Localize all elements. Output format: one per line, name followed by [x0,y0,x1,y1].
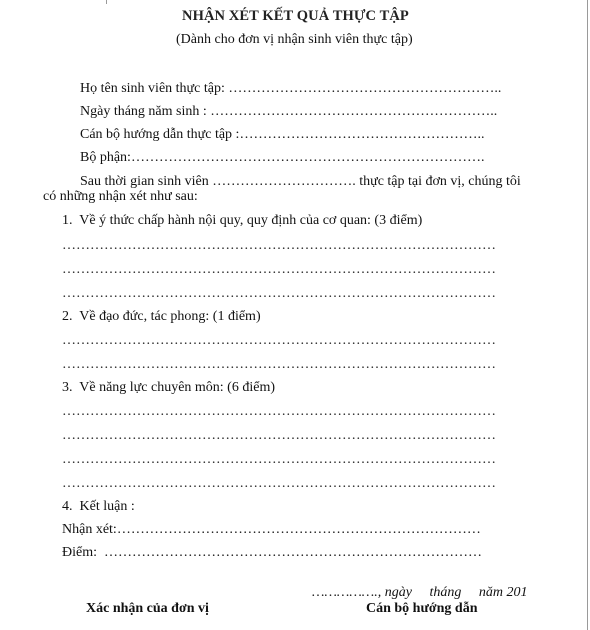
form-title: NHẬN XÉT KẾT QUẢ THỰC TẬP [182,8,409,24]
intro-line-2: có những nhận xét như sau: [43,189,198,204]
section-3-title: 3. Về năng lực chuyên môn: (6 điểm) [62,380,276,395]
form-subtitle: (Dành cho đơn vị nhận sinh viên thực tập) [176,32,413,47]
birth-date-field: Ngày tháng năm sinh : …………………………………………………….. [80,104,498,119]
ruler-mark [106,0,107,4]
dotted-line: ………………………………………………………………………………… [62,286,496,301]
section-1-title: 1. Về ý thức chấp hành nội quy, quy định của cơ quan: (3 điểm) [62,213,423,228]
unit-confirm-label: Xác nhận của đơn vị [86,601,209,616]
supervisor-sign-label: Cán bộ hướng dẫn [366,601,478,616]
page-edge [587,0,588,630]
dotted-line: ………………………………………………………………………………… [62,357,496,372]
section-2-title: 2. Về đạo đức, tác phong: (1 điểm) [62,309,261,324]
supervisor-field: Cán bộ hướng dẫn thực tập :…………………………………………….. [80,127,485,142]
intro-line-1: Sau thời gian sinh viên …………………………. thực tập tại đơn vị, chúng tôi [80,174,521,189]
date-line: ……………., ngày tháng năm 201 [312,585,528,600]
remark-field: Nhận xét:…………………………………………………………………… [62,522,481,537]
dotted-line: ………………………………………………………………………………… [62,428,496,443]
dotted-line: ………………………………………………………………………………… [62,262,496,277]
department-field: Bộ phận:…………………………………………………………………. [80,150,485,165]
score-field: Điểm: ……………………………………………………………………… [62,545,482,560]
dotted-line: ………………………………………………………………………………… [62,238,496,253]
dotted-line: ………………………………………………………………………………… [62,404,496,419]
student-name-field: Họ tên sinh viên thực tập: ………………………………………………….. [80,81,502,96]
dotted-line: ………………………………………………………………………………… [62,452,496,467]
section-4-title: 4. Kết luận : [62,499,135,514]
dotted-line: ………………………………………………………………………………… [62,476,496,491]
dotted-line: ………………………………………………………………………………… [62,333,496,348]
